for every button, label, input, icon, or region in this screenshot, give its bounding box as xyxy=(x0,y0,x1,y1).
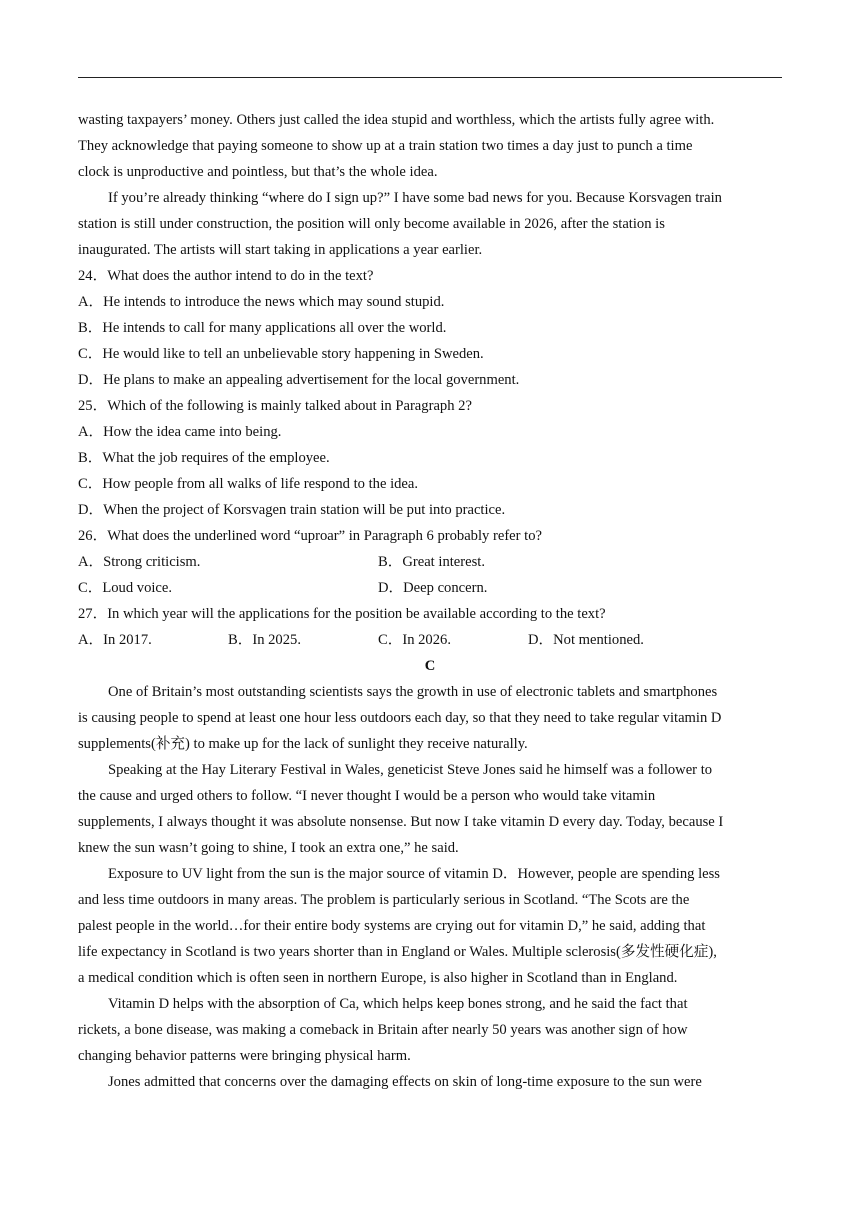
question-stem: 27．In which year will the applications for the position be available according to the text? xyxy=(78,606,606,622)
option-a: A．In 2017. xyxy=(78,632,152,648)
question-24 xyxy=(78,263,782,393)
option-b: B．Great interest. xyxy=(378,554,485,570)
passage-b-end xyxy=(78,107,782,185)
option-c: C．How people from all walks of life respond to the idea. xyxy=(78,476,419,492)
text-line: clock is unproductive and pointless, but that’s the whole idea. xyxy=(78,164,438,180)
text-line: knew the sun wasn’t going to shine, I took an extra one,” he said. xyxy=(78,840,459,856)
text-line: One of Britain’s most outstanding scientists says the growth in use of electronic tablets and smartphones xyxy=(108,684,718,700)
option-d: D．Not mentioned. xyxy=(528,632,644,648)
passage-b-last-paragraph xyxy=(78,185,782,263)
text-line: Jones admitted that concerns over the damaging effects on skin of long-time exposure to the sun were xyxy=(108,1074,702,1090)
text-line: station is still under construction, the position will only become available in 2026, after the station is xyxy=(78,216,665,232)
question-stem: 24．What does the author intend to do in the text? xyxy=(78,268,374,284)
text-line: wasting taxpayers’ money. Others just called the idea stupid and worthless, which the artists fully agree with. xyxy=(78,112,715,128)
text-line: They acknowledge that paying someone to show up at a train station two times a day just to punch a time xyxy=(78,138,693,154)
text-line: changing behavior patterns were bringing physical harm. xyxy=(78,1048,411,1064)
option-a: A．Strong criticism. xyxy=(78,554,201,570)
option-c: C．Loud voice. xyxy=(78,580,173,596)
text-line: life expectancy in Scotland is two years shorter than in England or Wales. Multiple sclerosis(多发性硬化症), xyxy=(78,944,717,960)
text-line: and less time outdoors in many areas. The problem is particularly serious in Scotland. “The Scots are the xyxy=(78,892,690,908)
option-a: A．He intends to introduce the news which may sound stupid. xyxy=(78,294,445,310)
question-stem: 25．Which of the following is mainly talked about in Paragraph 2? xyxy=(78,398,472,414)
option-d: D．Deep concern. xyxy=(378,580,488,596)
option-b: B．He intends to call for many applications all over the world. xyxy=(78,320,447,336)
option-b: B．In 2025. xyxy=(228,632,301,648)
passage-c-paragraph-2 xyxy=(78,757,782,861)
option-row xyxy=(78,627,782,653)
text-line: is causing people to spend at least one hour less outdoors each day, so that they need to take regular vitamin D xyxy=(78,710,722,726)
text-line: Vitamin D helps with the absorption of Ca, which helps keep bones strong, and he said the fact that xyxy=(108,996,688,1012)
passage-c-paragraph-4 xyxy=(78,991,782,1069)
passage-c-paragraph-5 xyxy=(78,1069,782,1095)
option-row xyxy=(78,549,782,575)
question-25 xyxy=(78,393,782,523)
text-line: rickets, a bone disease, was making a comeback in Britain after nearly 50 years was another sign of how xyxy=(78,1022,688,1038)
option-a: A．How the idea came into being. xyxy=(78,424,282,440)
text-line: inaugurated. The artists will start taking in applications a year earlier. xyxy=(78,242,483,258)
option-row xyxy=(78,575,782,601)
option-c: C．He would like to tell an unbelievable story happening in Sweden. xyxy=(78,346,484,362)
option-d: D．He plans to make an appealing advertisement for the local government. xyxy=(78,372,520,388)
question-27 xyxy=(78,601,782,653)
question-26 xyxy=(78,523,782,601)
text-line: If you’re already thinking “where do I sign up?” I have some bad news for you. Because Korsvagen train xyxy=(108,190,722,206)
section-heading-c: C xyxy=(424,658,436,674)
text-line: a medical condition which is often seen in northern Europe, is also higher in Scotland than in England. xyxy=(78,970,678,986)
page-content xyxy=(78,107,782,1095)
text-line: supplements, I always thought it was absolute nonsense. But now I take vitamin D every day. Today, because I xyxy=(78,814,724,830)
text-line: palest people in the world…for their entire body systems are crying out for vitamin D,” he said, adding that xyxy=(78,918,706,934)
header-rule xyxy=(78,77,782,78)
question-stem: 26．What does the underlined word “uproar” in Paragraph 6 probably refer to? xyxy=(78,528,542,544)
passage-c-paragraph-3 xyxy=(78,861,782,991)
text-line: the cause and urged others to follow. “I never thought I would be a person who would take vitamin xyxy=(78,788,656,804)
option-d: D．When the project of Korsvagen train station will be put into practice. xyxy=(78,502,506,518)
text-line: Speaking at the Hay Literary Festival in Wales, geneticist Steve Jones said he himself was a follower to xyxy=(108,762,713,778)
passage-c-paragraph-1 xyxy=(78,679,782,757)
text-line: Exposure to UV light from the sun is the major source of vitamin D．However, people are spending less xyxy=(108,866,720,882)
option-c: C．In 2026. xyxy=(378,632,451,648)
option-b: B．What the job requires of the employee. xyxy=(78,450,330,466)
text-line: supplements(补充) to make up for the lack of sunlight they receive naturally. xyxy=(78,736,528,752)
